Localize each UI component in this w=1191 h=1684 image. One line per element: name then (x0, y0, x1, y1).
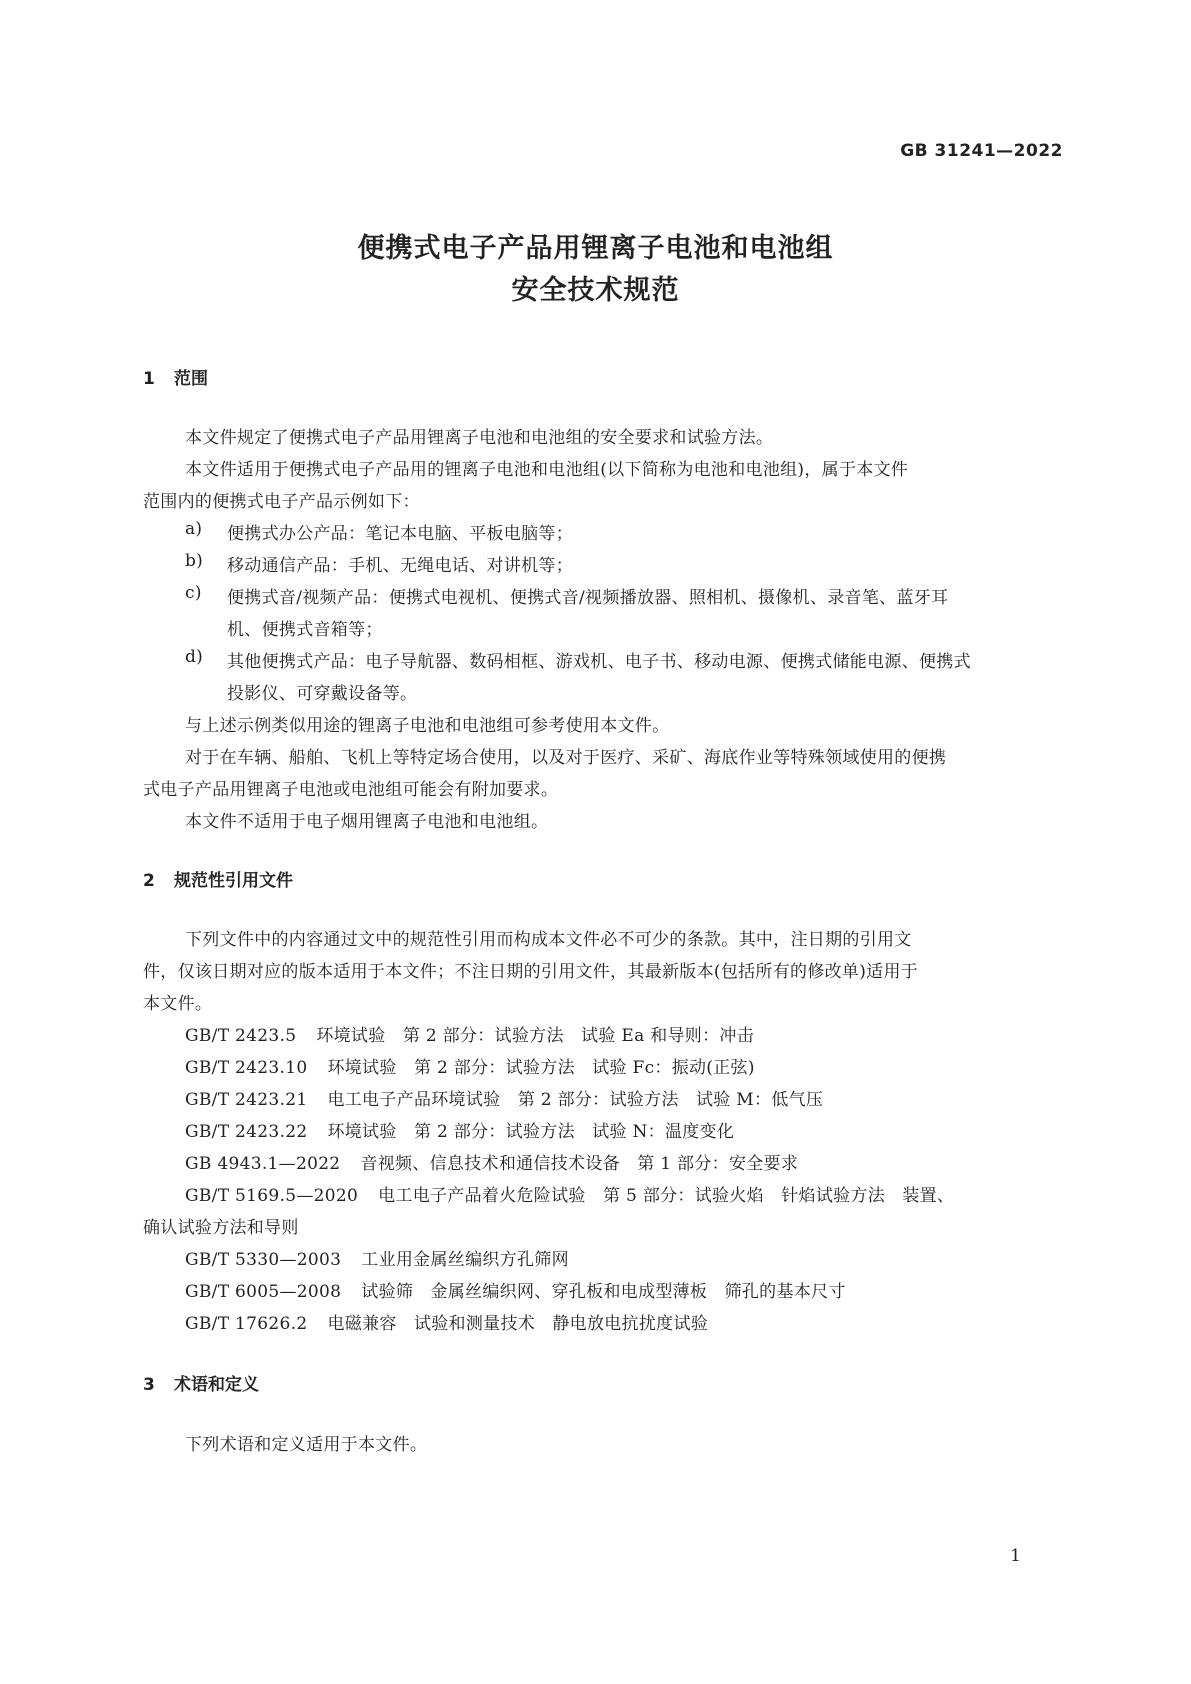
reference-code: GB 4943.1—2022 (185, 1154, 341, 1174)
reference-item (185, 1149, 798, 1174)
reference-title: 工业用金属丝编织方孔筛网 (361, 1250, 569, 1270)
reference-code: GB/T 17626.2 (185, 1314, 308, 1334)
list-item-continuation: 机、便携式音箱等； (227, 620, 383, 640)
list-item-label: b) (185, 551, 204, 571)
section-2-heading (143, 866, 293, 891)
reference-item (185, 1245, 569, 1270)
reference-item (185, 1085, 823, 1110)
paragraph-continuation: 件，仅该日期对应的版本适用于本文件；不注日期的引用文件，其最新版本(包括所有的修改单)适用于 (143, 962, 919, 982)
paragraph: 与上述示例类似用途的锂离子电池和电池组可参考使用本文件。 (185, 716, 670, 736)
reference-item (185, 1277, 846, 1302)
reference-item (185, 1309, 708, 1334)
reference-code: GB/T 2423.5 (185, 1026, 297, 1046)
section-number: 2 (143, 871, 155, 891)
paragraph: 本文件不适用于电子烟用锂离子电池和电池组。 (185, 812, 549, 832)
reference-item (185, 1021, 754, 1046)
paragraph: 下列文件中的内容通过文中的规范性引用而构成本文件必不可少的条款。其中，注日期的引用文 (185, 930, 912, 950)
reference-item (185, 1117, 734, 1142)
section-title: 术语和定义 (174, 1375, 259, 1395)
paragraph-continuation: 本文件。 (143, 994, 213, 1014)
reference-code: GB/T 6005—2008 (185, 1282, 342, 1302)
page-number: 1 (1010, 1546, 1021, 1566)
reference-code: GB/T 2423.22 (185, 1122, 308, 1142)
paragraph-continuation: 式电子产品用锂离子电池或电池组可能会有附加要求。 (143, 780, 559, 800)
paragraph: 本文件适用于便携式电子产品用的锂离子电池和电池组(以下简称为电池和电池组)，属于本文件 (185, 460, 909, 480)
paragraph: 本文件规定了便携式电子产品用锂离子电池和电池组的安全要求和试验方法。 (185, 428, 774, 448)
list-item-label: c) (185, 583, 202, 603)
reference-title: 电工电子产品着火危险试验 第 5 部分：试验火焰 针焰试验方法 装置、 (378, 1186, 955, 1206)
reference-title: 电工电子产品环境试验 第 2 部分：试验方法 试验 M：低气压 (327, 1090, 824, 1110)
standard-number: GB 31241—2022 (900, 141, 1063, 161)
list-item: 便携式办公产品：笔记本电脑、平板电脑等； (227, 524, 573, 544)
section-number: 3 (143, 1375, 155, 1395)
list-item-label: a) (185, 519, 203, 539)
section-title: 范围 (174, 369, 208, 389)
reference-code: GB/T 2423.21 (185, 1090, 308, 1110)
reference-code: GB/T 5330—2003 (185, 1250, 342, 1270)
list-item-continuation: 投影仪、可穿戴设备等。 (227, 684, 418, 704)
paragraph-continuation: 范围内的便携式电子产品示例如下： (143, 492, 420, 512)
reference-title: 环境试验 第 2 部分：试验方法 试验 Fc：振动(正弦) (327, 1058, 755, 1078)
reference-code: GB/T 5169.5—2020 (185, 1186, 359, 1206)
reference-title: 环境试验 第 2 部分：试验方法 试验 N：温度变化 (327, 1122, 735, 1142)
section-number: 1 (143, 369, 155, 389)
reference-code: GB/T 2423.10 (185, 1058, 308, 1078)
list-item: 其他便携式产品：电子导航器、数码相框、游戏机、电子书、移动电源、便携式储能电源、便携式 (227, 652, 971, 672)
document-title-line1: 便携式电子产品用锂离子电池和电池组 (357, 233, 834, 264)
section-3-heading (143, 1370, 259, 1395)
section-1-heading (143, 364, 208, 389)
reference-item (185, 1181, 954, 1206)
reference-title: 环境试验 第 2 部分：试验方法 试验 Ea 和导则：冲击 (316, 1026, 755, 1046)
reference-continuation: 确认试验方法和导则 (143, 1218, 299, 1238)
list-item: 便携式音/视频产品：便携式电视机、便携式音/视频播放器、照相机、摄像机、录音笔、蓝牙耳 (227, 588, 949, 608)
reference-title: 试验筛 金属丝编织网、穿孔板和电成型薄板 筛孔的基本尺寸 (361, 1282, 846, 1302)
list-item: 移动通信产品：手机、无绳电话、对讲机等； (227, 556, 573, 576)
reference-title: 电磁兼容 试验和测量技术 静电放电抗扰度试验 (327, 1314, 709, 1334)
paragraph: 下列术语和定义适用于本文件。 (185, 1435, 428, 1455)
document-title-line2: 安全技术规范 (511, 275, 680, 306)
reference-title: 音视频、信息技术和通信技术设备 第 1 部分：安全要求 (360, 1154, 799, 1174)
list-item-label: d) (185, 647, 204, 667)
section-title: 规范性引用文件 (174, 871, 293, 891)
reference-item (185, 1053, 755, 1078)
paragraph: 对于在车辆、船舶、飞机上等特定场合使用，以及对于医疗、采矿、海底作业等特殊领域使用的便携 (185, 748, 947, 768)
